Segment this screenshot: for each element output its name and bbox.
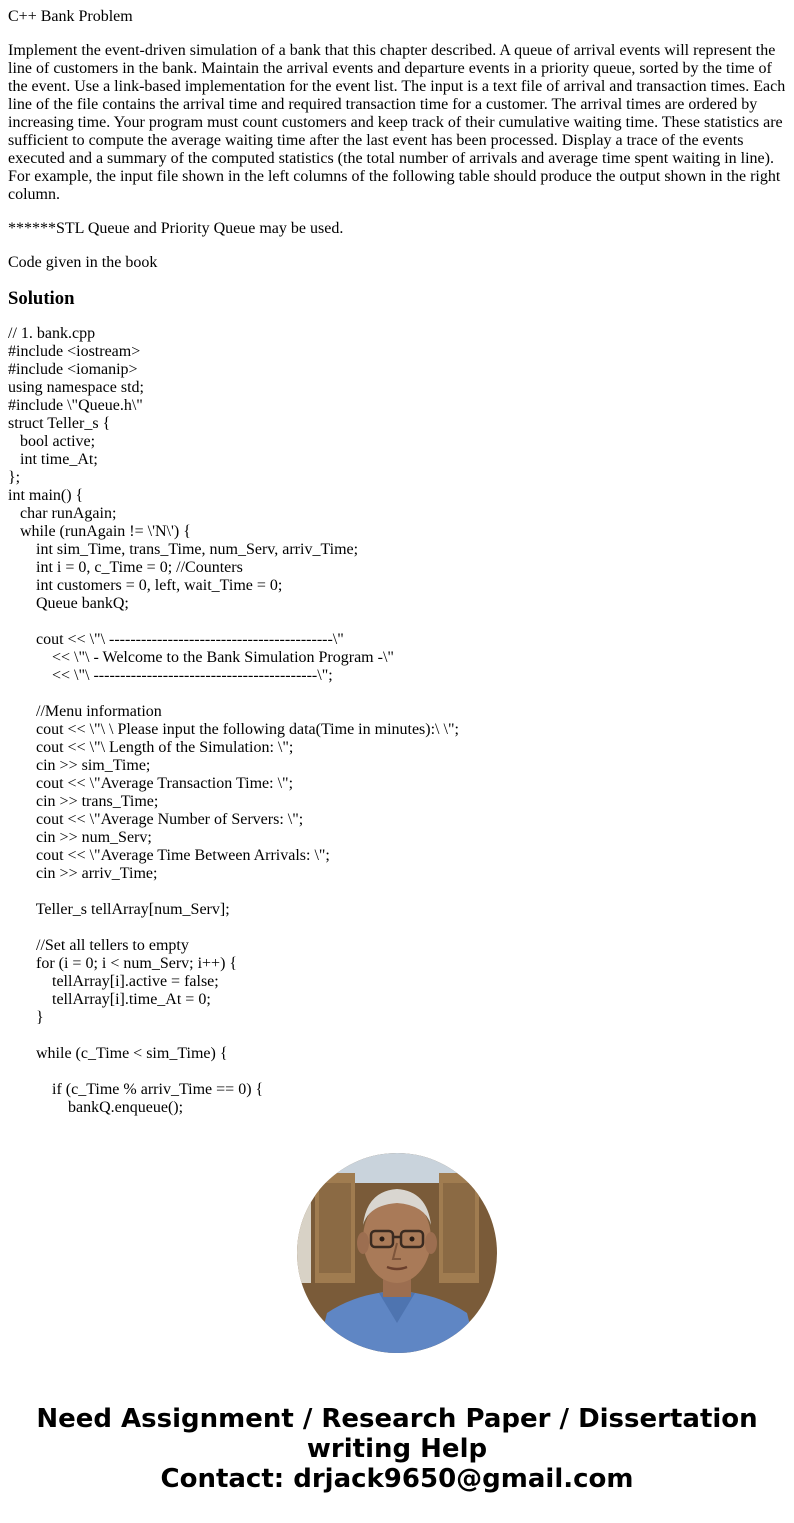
- code-line: cout << \"\ Length of the Simulation: \";: [8, 739, 294, 756]
- code-line: int main() {: [8, 487, 84, 504]
- code-line: struct Teller_s {: [8, 415, 111, 432]
- code-line: cout << \"Average Number of Servers: \";: [8, 811, 304, 828]
- code-line: //Set all tellers to empty: [8, 937, 189, 954]
- code-line: Teller_s tellArray[num_Serv];: [8, 901, 230, 918]
- code-line: [8, 883, 788, 901]
- code-line: int sim_Time, trans_Time, num_Serv, arriv_Time;: [8, 541, 359, 558]
- code-line: #include <iostream>: [8, 343, 141, 360]
- code-line: }: [8, 1009, 44, 1026]
- code-line: [8, 613, 788, 631]
- problem-description: Implement the event-driven simulation of a bank that this chapter described. A queue of arrival events will represent the line of customers in the bank. Maintain the arrival events and departure events in a priority queue, sorted by the time of the event. Use a link-based implementation for the event list. The input is a text file of arrival and transaction times. Each line of the file contains the arrival time and required transaction time for a customer. The arrival times are ordered by increasing time. Your program must count customers and keep track of their cumulative waiting time. These statistics are sufficient to compute the average waiting time after the last event has been processed. Display a trace of the events executed and a summary of the computed statistics (the total number of arrivals and average time spent waiting in line). For example, the input file shown in the left columns of the following table should produce the output shown in the right column.: [8, 42, 786, 203]
- code-line: };: [8, 469, 21, 486]
- code-line: cin >> num_Serv;: [8, 829, 152, 846]
- code-line: // 1. bank.cpp: [8, 325, 96, 342]
- code-line: << \"\ ------------------------------------------\";: [8, 667, 333, 684]
- code-line: cin >> arriv_Time;: [8, 865, 158, 882]
- promo-banner: [0, 1404, 794, 1494]
- document-content: [8, 8, 788, 1117]
- code-line: cout << \"\ ------------------------------------------\": [8, 631, 344, 648]
- code-line: cout << \"Average Time Between Arrivals: \";: [8, 847, 330, 864]
- promo-line-2: writing Help: [306, 1434, 488, 1464]
- avatar: [297, 1153, 497, 1353]
- code-source-note: Code given in the book: [8, 254, 158, 271]
- code-line: tellArray[i].time_At = 0;: [8, 991, 211, 1008]
- code-line: [8, 919, 788, 937]
- promo-contact: Contact: drjack9650@gmail.com: [160, 1464, 634, 1494]
- code-line: bankQ.enqueue();: [8, 1099, 184, 1116]
- code-line: int i = 0, c_Time = 0; //Counters: [8, 559, 243, 576]
- code-line: if (c_Time % arriv_Time == 0) {: [8, 1081, 264, 1098]
- code-line: while (runAgain != \'N\') {: [8, 523, 191, 540]
- promo-line-1: Need Assignment / Research Paper / Dissertation: [36, 1404, 758, 1434]
- code-line: using namespace std;: [8, 379, 144, 396]
- code-listing: [8, 325, 788, 1117]
- code-line: #include <iomanip>: [8, 361, 138, 378]
- code-line: int customers = 0, left, wait_Time = 0;: [8, 577, 283, 594]
- person-portrait-icon: [297, 1153, 497, 1353]
- code-line: for (i = 0; i < num_Serv; i++) {: [8, 955, 238, 972]
- code-line: while (c_Time < sim_Time) {: [8, 1045, 228, 1062]
- code-line: #include \"Queue.h\": [8, 397, 143, 414]
- code-line: cin >> sim_Time;: [8, 757, 151, 774]
- page-title: C++ Bank Problem: [8, 8, 133, 25]
- code-line: cout << \"Average Transaction Time: \";: [8, 775, 294, 792]
- solution-heading: Solution: [8, 288, 75, 309]
- code-line: [8, 1063, 788, 1081]
- code-line: int time_At;: [8, 451, 98, 468]
- code-line: [8, 1027, 788, 1045]
- code-line: cin >> trans_Time;: [8, 793, 159, 810]
- code-line: char runAgain;: [8, 505, 117, 522]
- code-line: [8, 685, 788, 703]
- stl-note: ******STL Queue and Priority Queue may be used.: [8, 220, 344, 237]
- code-line: //Menu information: [8, 703, 162, 720]
- code-line: bool active;: [8, 433, 96, 450]
- code-line: Queue bankQ;: [8, 595, 129, 612]
- code-line: cout << \"\ \ Please input the following data(Time in minutes):\ \";: [8, 721, 459, 738]
- code-line: tellArray[i].active = false;: [8, 973, 219, 990]
- code-line: << \"\ - Welcome to the Bank Simulation Program -\": [8, 649, 394, 666]
